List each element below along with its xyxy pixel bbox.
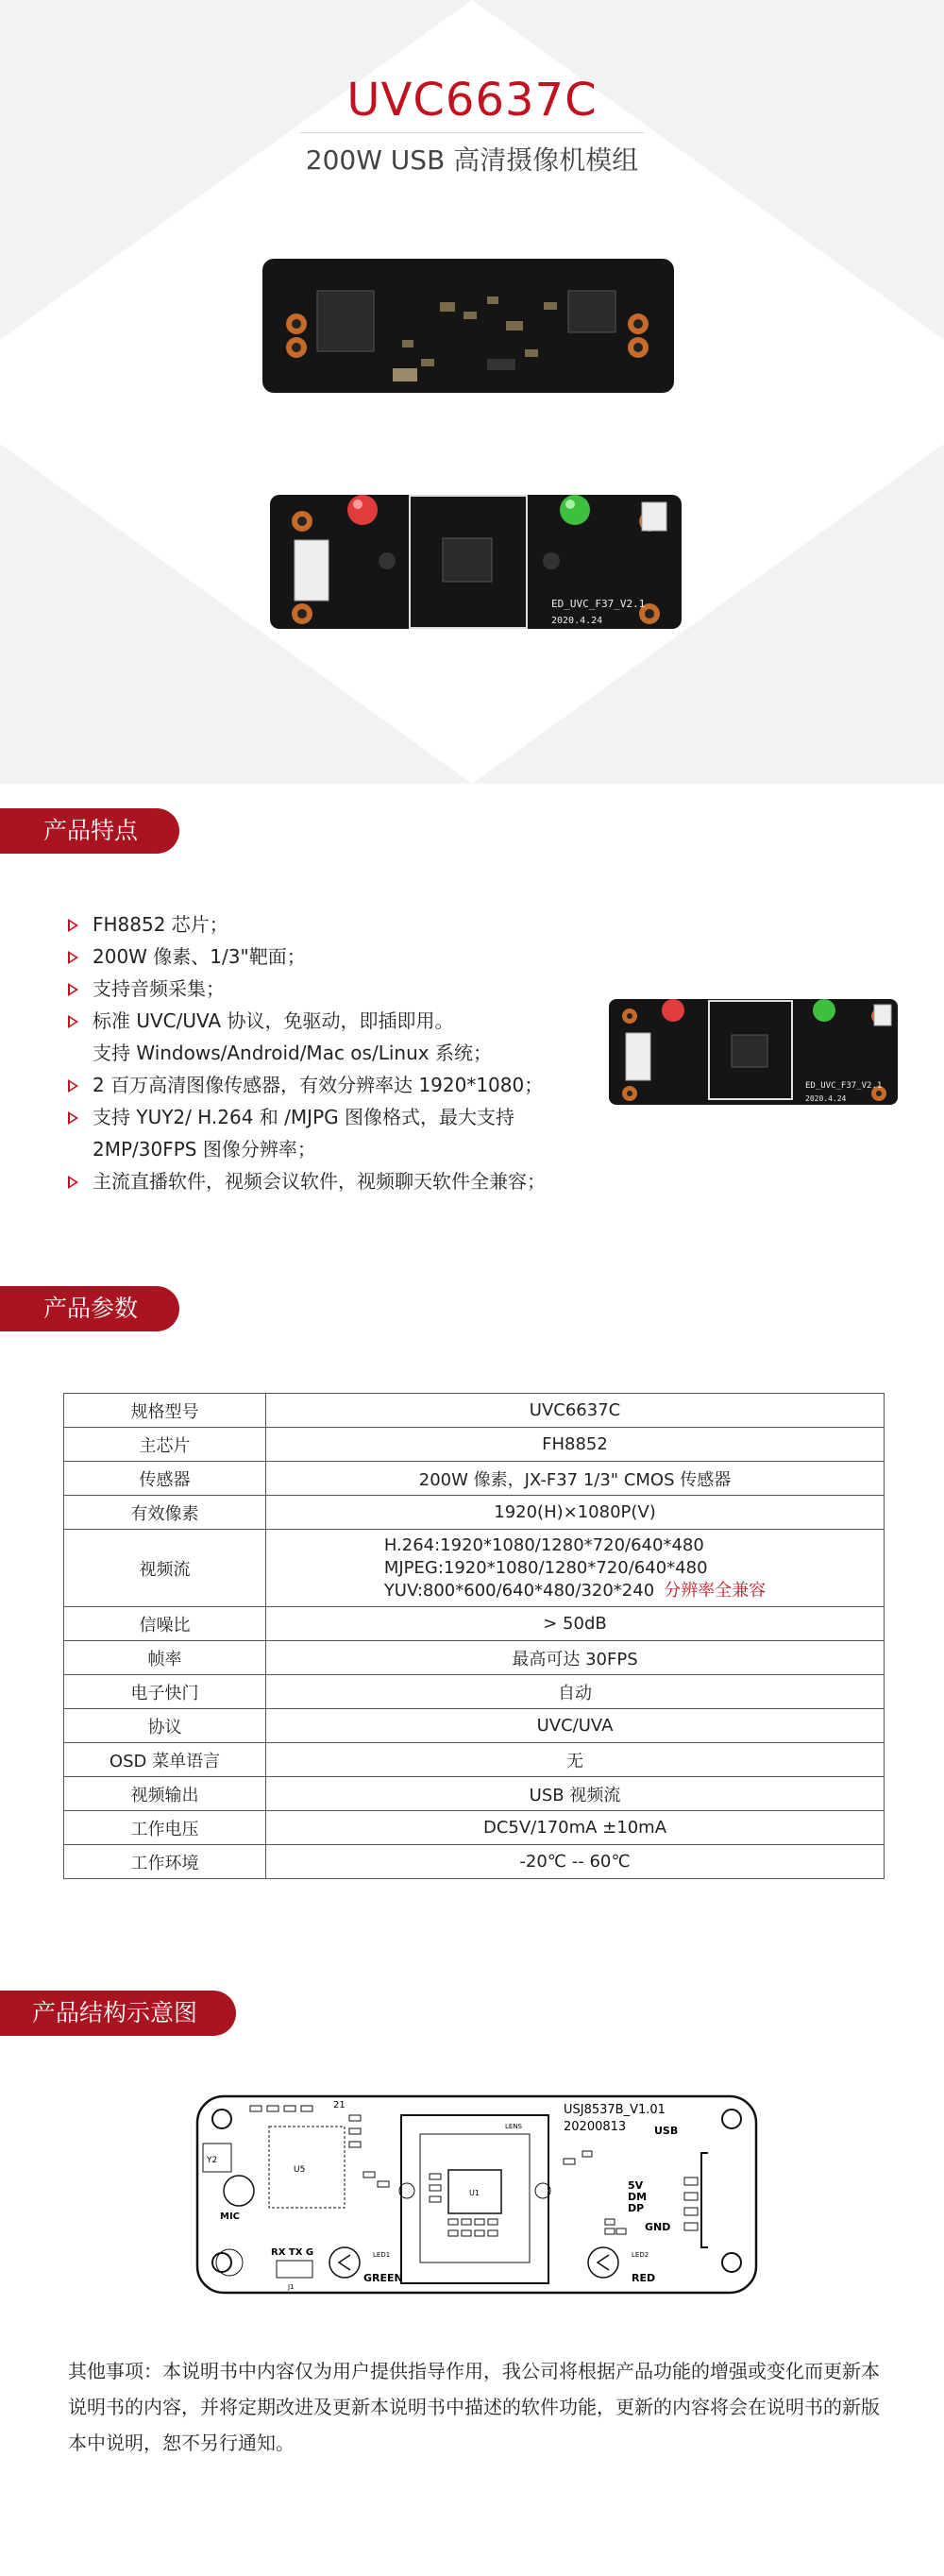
y2-label: Y2 bbox=[207, 2156, 218, 2165]
params-row bbox=[64, 1845, 885, 1879]
product-subtitle: 200W USB 高清摄像机模组 bbox=[305, 144, 639, 176]
param-value: FH8852 bbox=[266, 1428, 885, 1462]
params-row bbox=[64, 1777, 885, 1811]
params-row bbox=[64, 1675, 885, 1709]
param-value: 最高可达 30FPS bbox=[266, 1641, 885, 1675]
compat-note: 分辨率全兼容 bbox=[664, 1580, 767, 1601]
hero-section bbox=[0, 0, 944, 784]
param-value: 自动 bbox=[266, 1675, 885, 1709]
features-board-label: ED_UVC_F37_V2.1 bbox=[805, 1081, 883, 1091]
params-row bbox=[64, 1743, 885, 1777]
params-row bbox=[64, 1428, 885, 1462]
power-dp: DP bbox=[628, 2202, 645, 2214]
param-value: -20℃ -- 60℃ bbox=[266, 1845, 885, 1879]
led2-label: LED2 bbox=[632, 2251, 649, 2259]
feature-text: 主流直播软件，视频会议软件，视频聊天软件全兼容； bbox=[93, 1170, 546, 1193]
param-key: 工作环境 bbox=[64, 1845, 266, 1879]
param-key: 主芯片 bbox=[64, 1428, 266, 1462]
param-key: 视频输出 bbox=[64, 1777, 266, 1811]
bullet-arrow-icon bbox=[68, 1079, 78, 1093]
param-key: 信噪比 bbox=[64, 1607, 266, 1641]
video-format-line: MJPEG:1920*1080/1280*720/640*480 bbox=[383, 1557, 708, 1578]
param-value: UVC/UVA bbox=[266, 1709, 885, 1743]
param-key: 规格型号 bbox=[64, 1394, 266, 1428]
feature-item bbox=[68, 1165, 597, 1197]
model-label: USJ8537B_V1.01 bbox=[564, 2103, 666, 2117]
param-value: 无 bbox=[266, 1743, 885, 1777]
features-board-date: 2020.4.24 bbox=[805, 1094, 847, 1103]
j1-label: J1 bbox=[288, 2283, 295, 2291]
feature-item bbox=[68, 1101, 597, 1165]
feature-item bbox=[68, 1005, 597, 1069]
features-list bbox=[68, 908, 597, 1197]
feature-text: 标准 UVC/UVA 协议，免驱动，即插即用。 bbox=[93, 1009, 454, 1032]
feature-item bbox=[68, 1069, 597, 1101]
uart-label: RX TX G bbox=[271, 2247, 314, 2258]
bullet-arrow-icon bbox=[68, 951, 78, 964]
params-table bbox=[63, 1393, 885, 1879]
feature-text: 支持音频采集； bbox=[93, 977, 225, 1000]
feature-item bbox=[68, 973, 597, 1005]
video-format-line: H.264:1920*1080/1280*720/640*480 bbox=[383, 1534, 704, 1555]
feature-text: FH8852 芯片； bbox=[93, 913, 228, 936]
features-heading: 产品特点 bbox=[0, 808, 179, 854]
param-key: OSD 菜单语言 bbox=[64, 1743, 266, 1777]
power-5v: 5V bbox=[628, 2179, 644, 2192]
param-value: DC5V/170mA ±10mA bbox=[266, 1811, 885, 1845]
board-front-image bbox=[261, 255, 676, 397]
param-key: 视频流 bbox=[64, 1530, 266, 1607]
feature-item bbox=[68, 941, 597, 973]
params-row bbox=[64, 1607, 885, 1641]
param-key: 协议 bbox=[64, 1709, 266, 1743]
bullet-arrow-icon bbox=[68, 919, 78, 932]
param-key: 有效像素 bbox=[64, 1496, 266, 1530]
params-row-video bbox=[64, 1530, 885, 1607]
params-row bbox=[64, 1496, 885, 1530]
features-board-image bbox=[607, 990, 900, 1110]
video-format-line bbox=[384, 1580, 766, 1602]
n21-label: 21 bbox=[333, 2100, 346, 2110]
param-key: 工作电压 bbox=[64, 1811, 266, 1845]
feature-text: 2 百万高清图像传感器，有效分辨率达 1920*1080； bbox=[93, 1074, 544, 1096]
bullet-arrow-icon bbox=[68, 1111, 78, 1125]
lens-label: LENS bbox=[505, 2123, 523, 2130]
board-back-date: 2020.4.24 bbox=[551, 616, 603, 626]
video-yuv-text: YUV:800*600/640*480/320*240 bbox=[383, 1580, 655, 1601]
params-row bbox=[64, 1811, 885, 1845]
param-key: 传感器 bbox=[64, 1462, 266, 1496]
power-gnd: GND bbox=[645, 2221, 671, 2233]
u5-label: U5 bbox=[294, 2165, 306, 2175]
date-label: 20200813 bbox=[564, 2120, 627, 2134]
feature-text: 支持 Windows/Android/Mac os/Linux 系统； bbox=[93, 1042, 492, 1064]
bullet-arrow-icon bbox=[68, 1015, 78, 1028]
feature-text: 支持 YUY2/ H.264 和 /MJPG 图像格式，最大支持 bbox=[93, 1106, 514, 1128]
param-value: UVC6637C bbox=[266, 1394, 885, 1428]
params-heading: 产品参数 bbox=[0, 1286, 179, 1331]
board-back-label: ED_UVC_F37_V2.1 bbox=[551, 598, 646, 610]
bullet-arrow-icon bbox=[68, 1176, 78, 1189]
u1-label: U1 bbox=[469, 2189, 480, 2197]
mic-label: MIC bbox=[220, 2212, 241, 2222]
usb-label: USB bbox=[654, 2125, 679, 2137]
param-value-video bbox=[266, 1530, 885, 1607]
param-key: 电子快门 bbox=[64, 1675, 266, 1709]
product-title: UVC6637C bbox=[346, 74, 598, 127]
param-value: 200W 像素，JX-F37 1/3" CMOS 传感器 bbox=[266, 1462, 885, 1496]
notes-text: 其他事项：本说明书中内容仅为用户提供指导作用，我公司将根据产品功能的增强或变化而更新本说明书的内容，并将定期改进及更新本说明书中描述的软件功能，更新的内容将会在说明书的新版本中说明，恕不另行通知。 bbox=[68, 2360, 880, 2454]
red-label: RED bbox=[632, 2272, 656, 2284]
params-row bbox=[64, 1709, 885, 1743]
param-key: 帧率 bbox=[64, 1641, 266, 1675]
feature-text: 200W 像素、1/3"靶面； bbox=[93, 945, 306, 968]
params-row bbox=[64, 1394, 885, 1428]
board-back-image bbox=[268, 482, 683, 633]
params-row bbox=[64, 1641, 885, 1675]
power-dm: DM bbox=[628, 2191, 648, 2203]
bullet-arrow-icon bbox=[68, 983, 78, 996]
feature-text: 2MP/30FPS 图像分辨率； bbox=[93, 1138, 316, 1161]
structure-heading: 产品结构示意图 bbox=[0, 1991, 236, 2036]
led1-label: LED1 bbox=[373, 2251, 391, 2259]
param-value: > 50dB bbox=[266, 1607, 885, 1641]
structure-diagram bbox=[194, 2087, 760, 2300]
param-value: USB 视频流 bbox=[266, 1777, 885, 1811]
params-row bbox=[64, 1462, 885, 1496]
green-label: GREEN bbox=[363, 2272, 403, 2284]
feature-item bbox=[68, 908, 597, 941]
title-divider bbox=[300, 132, 644, 133]
param-value: 1920(H)×1080P(V) bbox=[266, 1496, 885, 1530]
